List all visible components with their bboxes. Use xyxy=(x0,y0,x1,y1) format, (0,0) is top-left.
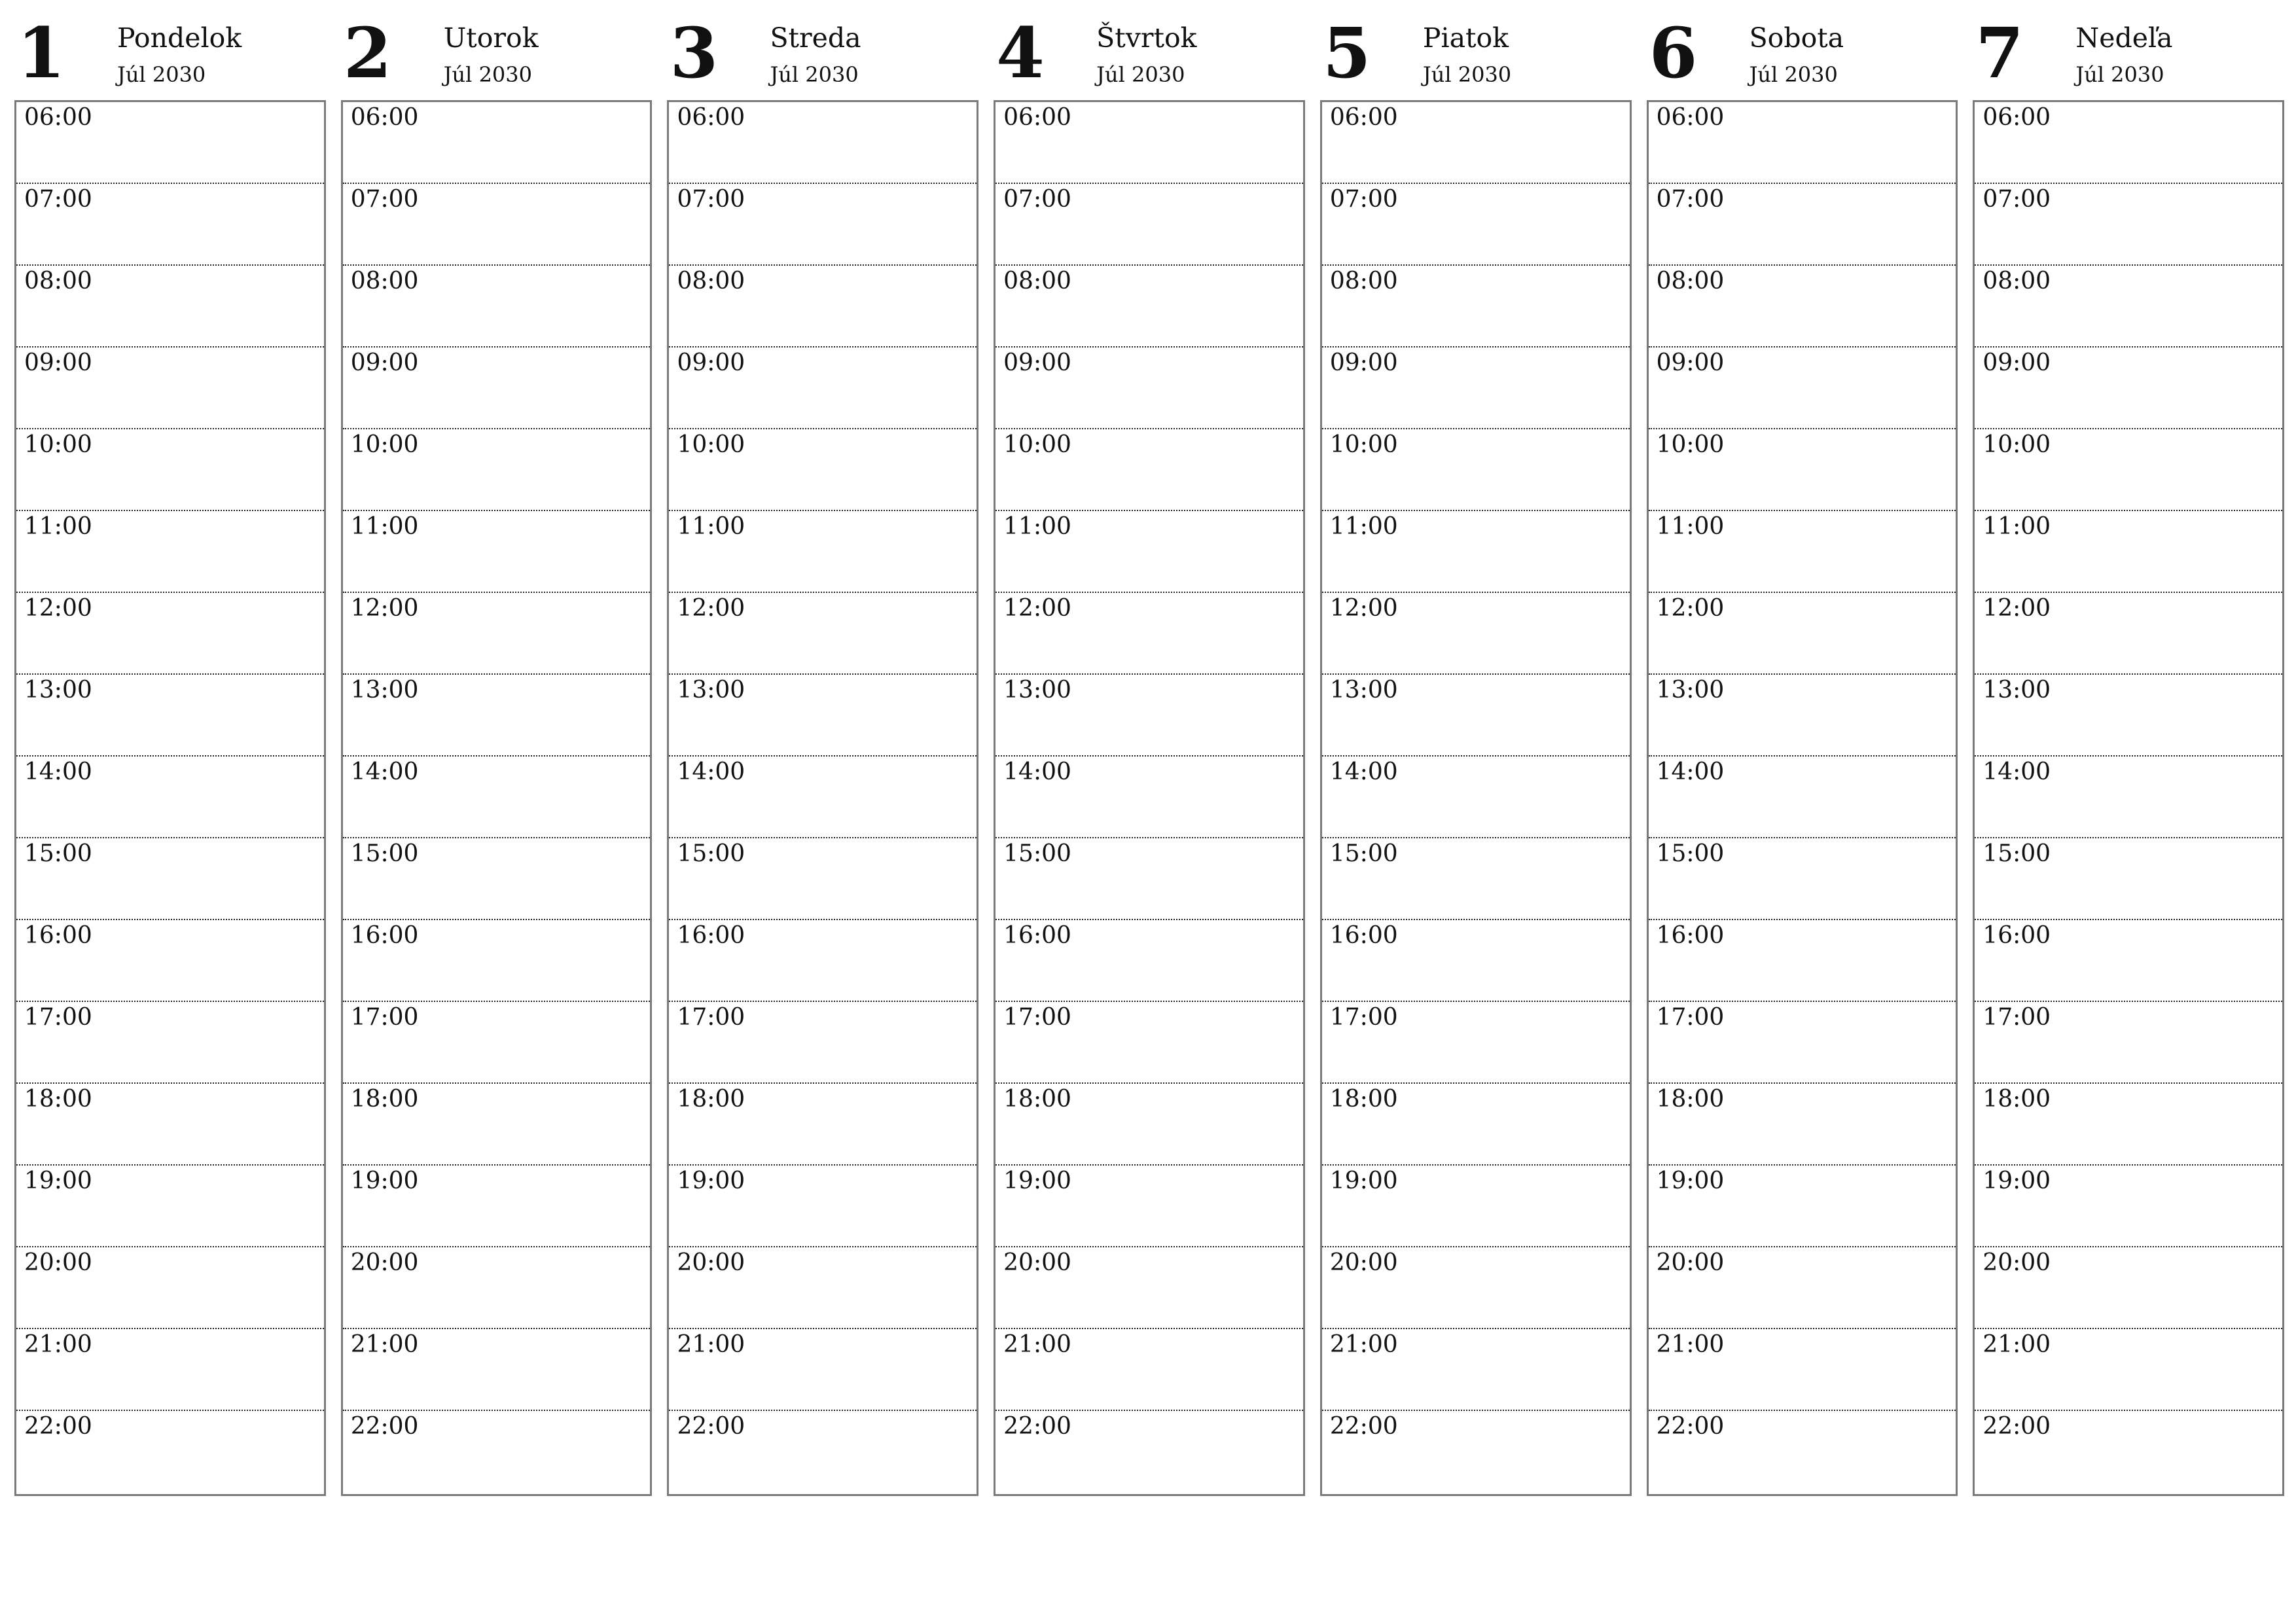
time-label: 19:00 xyxy=(1656,1168,1725,1194)
time-slot[interactable] xyxy=(343,838,651,920)
time-slot[interactable] xyxy=(1322,184,1630,266)
day-schedule-box xyxy=(14,100,326,1496)
time-label: 16:00 xyxy=(677,922,745,949)
time-label: 12:00 xyxy=(350,595,419,622)
time-slot[interactable] xyxy=(1975,1247,2282,1329)
time-slot[interactable] xyxy=(669,675,977,757)
time-slot[interactable] xyxy=(996,102,1303,184)
time-slot[interactable] xyxy=(1649,757,1956,838)
time-slot[interactable] xyxy=(1975,348,2282,429)
time-slot[interactable] xyxy=(1975,757,2282,838)
time-slot[interactable] xyxy=(1975,1002,2282,1084)
time-label: 20:00 xyxy=(350,1249,419,1276)
time-label: 18:00 xyxy=(1003,1086,1071,1113)
time-slot[interactable] xyxy=(669,1002,977,1084)
weekly-planner xyxy=(14,0,2284,1499)
time-label: 07:00 xyxy=(677,186,745,213)
time-slot[interactable] xyxy=(1649,429,1956,511)
time-slot[interactable] xyxy=(1649,593,1956,675)
time-slot[interactable] xyxy=(343,102,651,184)
time-slot[interactable] xyxy=(1649,1329,1956,1411)
time-label: 15:00 xyxy=(677,840,745,867)
time-slot[interactable] xyxy=(669,1166,977,1247)
time-slot[interactable] xyxy=(343,1411,651,1494)
time-label: 14:00 xyxy=(1329,758,1398,785)
day-column xyxy=(341,0,653,1499)
time-label: 17:00 xyxy=(1003,1004,1071,1031)
time-slot[interactable] xyxy=(669,920,977,1002)
time-label: 14:00 xyxy=(350,758,419,785)
time-slot[interactable] xyxy=(996,1247,1303,1329)
time-slot[interactable] xyxy=(1649,1084,1956,1166)
time-label: 22:00 xyxy=(350,1413,419,1440)
day-month: Júl 2030 xyxy=(117,62,206,87)
time-slot[interactable] xyxy=(16,1084,324,1166)
time-slot[interactable] xyxy=(1322,1084,1630,1166)
time-slot[interactable] xyxy=(996,429,1303,511)
day-schedule-box xyxy=(1973,100,2284,1496)
time-label: 12:00 xyxy=(1656,595,1725,622)
time-label: 07:00 xyxy=(350,186,419,213)
time-label: 11:00 xyxy=(1982,513,2051,540)
time-slot[interactable] xyxy=(343,184,651,266)
time-label: 22:00 xyxy=(1982,1413,2051,1440)
time-label: 11:00 xyxy=(1003,513,1071,540)
day-column xyxy=(667,0,978,1499)
day-name: Streda xyxy=(770,22,861,54)
time-label: 19:00 xyxy=(1329,1168,1398,1194)
time-label: 15:00 xyxy=(350,840,419,867)
time-label: 21:00 xyxy=(1329,1331,1398,1358)
time-label: 07:00 xyxy=(1003,186,1071,213)
day-column xyxy=(1973,0,2284,1499)
time-slot[interactable] xyxy=(16,184,324,266)
time-label: 11:00 xyxy=(1329,513,1398,540)
time-label: 07:00 xyxy=(1656,186,1725,213)
time-label: 09:00 xyxy=(24,349,92,376)
time-slot[interactable] xyxy=(1649,266,1956,348)
time-label: 09:00 xyxy=(350,349,419,376)
time-label: 22:00 xyxy=(677,1413,745,1440)
time-label: 13:00 xyxy=(1329,677,1398,704)
time-label: 10:00 xyxy=(350,431,419,458)
time-slot[interactable] xyxy=(1649,1166,1956,1247)
time-label: 15:00 xyxy=(1982,840,2051,867)
time-slot[interactable] xyxy=(16,1166,324,1247)
time-slot[interactable] xyxy=(343,757,651,838)
time-slot[interactable] xyxy=(669,1329,977,1411)
time-slot[interactable] xyxy=(1649,838,1956,920)
time-label: 06:00 xyxy=(1003,104,1071,131)
time-label: 20:00 xyxy=(1656,1249,1725,1276)
day-month: Júl 2030 xyxy=(1749,62,1838,87)
day-column xyxy=(14,0,326,1499)
time-label: 16:00 xyxy=(1982,922,2051,949)
time-slot[interactable] xyxy=(16,429,324,511)
time-label: 12:00 xyxy=(24,595,92,622)
time-slot[interactable] xyxy=(1649,184,1956,266)
time-label: 18:00 xyxy=(1656,1086,1725,1113)
time-slot[interactable] xyxy=(996,920,1303,1002)
time-slot[interactable] xyxy=(669,593,977,675)
time-label: 08:00 xyxy=(350,268,419,294)
time-slot[interactable] xyxy=(343,429,651,511)
time-slot[interactable] xyxy=(343,920,651,1002)
day-name: Štvrtok xyxy=(1096,22,1197,54)
time-slot[interactable] xyxy=(1322,675,1630,757)
time-label: 19:00 xyxy=(24,1168,92,1194)
day-month: Júl 2030 xyxy=(2075,62,2164,87)
time-slot[interactable] xyxy=(996,1002,1303,1084)
time-slot[interactable] xyxy=(996,838,1303,920)
time-slot[interactable] xyxy=(1322,511,1630,593)
time-slot[interactable] xyxy=(1649,1411,1956,1494)
time-slot[interactable] xyxy=(996,1411,1303,1494)
day-month: Júl 2030 xyxy=(443,62,532,87)
day-header xyxy=(1973,0,2284,100)
time-label: 14:00 xyxy=(677,758,745,785)
time-label: 22:00 xyxy=(24,1413,92,1440)
time-slot[interactable] xyxy=(343,1247,651,1329)
time-label: 22:00 xyxy=(1329,1413,1398,1440)
time-slot[interactable] xyxy=(1322,1411,1630,1494)
day-header xyxy=(994,0,1305,100)
time-slot[interactable] xyxy=(1322,593,1630,675)
time-slot[interactable] xyxy=(16,675,324,757)
time-slot[interactable] xyxy=(343,1084,651,1166)
time-slot[interactable] xyxy=(669,838,977,920)
time-label: 18:00 xyxy=(1329,1086,1398,1113)
time-slot[interactable] xyxy=(996,266,1303,348)
day-number: 2 xyxy=(343,12,392,94)
day-name: Utorok xyxy=(443,22,539,54)
time-slot[interactable] xyxy=(669,757,977,838)
time-slot[interactable] xyxy=(996,1329,1303,1411)
time-label: 19:00 xyxy=(1982,1168,2051,1194)
time-slot[interactable] xyxy=(16,1002,324,1084)
time-label: 16:00 xyxy=(350,922,419,949)
day-number: 3 xyxy=(670,12,719,94)
day-number: 7 xyxy=(1975,12,2024,94)
time-slot[interactable] xyxy=(1975,920,2282,1002)
day-month: Júl 2030 xyxy=(770,62,859,87)
time-slot[interactable] xyxy=(1322,102,1630,184)
time-label: 22:00 xyxy=(1003,1413,1071,1440)
day-number: 4 xyxy=(996,12,1045,94)
day-header xyxy=(1647,0,1958,100)
time-slot[interactable] xyxy=(1975,184,2282,266)
time-label: 21:00 xyxy=(1003,1331,1071,1358)
time-slot[interactable] xyxy=(1975,838,2282,920)
time-slot[interactable] xyxy=(343,1002,651,1084)
time-label: 11:00 xyxy=(350,513,419,540)
time-label: 21:00 xyxy=(1982,1331,2051,1358)
time-slot[interactable] xyxy=(1322,348,1630,429)
day-schedule-box xyxy=(994,100,1305,1496)
time-label: 06:00 xyxy=(24,104,92,131)
time-label: 15:00 xyxy=(24,840,92,867)
time-slot[interactable] xyxy=(1975,593,2282,675)
day-header xyxy=(341,0,653,100)
time-label: 16:00 xyxy=(1003,922,1071,949)
time-label: 14:00 xyxy=(1003,758,1071,785)
time-label: 10:00 xyxy=(1003,431,1071,458)
time-label: 13:00 xyxy=(677,677,745,704)
day-schedule-box xyxy=(1647,100,1958,1496)
time-label: 17:00 xyxy=(677,1004,745,1031)
day-header xyxy=(1320,0,1632,100)
time-label: 07:00 xyxy=(1982,186,2051,213)
time-label: 16:00 xyxy=(1656,922,1725,949)
day-month: Júl 2030 xyxy=(1096,62,1185,87)
time-label: 14:00 xyxy=(1982,758,2051,785)
time-label: 10:00 xyxy=(24,431,92,458)
day-column xyxy=(994,0,1305,1499)
time-slot[interactable] xyxy=(343,348,651,429)
time-slot[interactable] xyxy=(1322,757,1630,838)
day-schedule-box xyxy=(341,100,653,1496)
time-slot[interactable] xyxy=(343,266,651,348)
time-label: 15:00 xyxy=(1329,840,1398,867)
time-slot[interactable] xyxy=(669,1411,977,1494)
time-slot[interactable] xyxy=(669,429,977,511)
time-slot[interactable] xyxy=(1649,102,1956,184)
time-slot[interactable] xyxy=(1322,920,1630,1002)
time-label: 20:00 xyxy=(24,1249,92,1276)
time-label: 06:00 xyxy=(677,104,745,131)
time-label: 09:00 xyxy=(1329,349,1398,376)
time-label: 09:00 xyxy=(677,349,745,376)
time-label: 08:00 xyxy=(677,268,745,294)
time-label: 22:00 xyxy=(1656,1413,1725,1440)
time-slot[interactable] xyxy=(996,1166,1303,1247)
time-label: 09:00 xyxy=(1982,349,2051,376)
time-label: 17:00 xyxy=(1329,1004,1398,1031)
day-column xyxy=(1647,0,1958,1499)
time-label: 18:00 xyxy=(1982,1086,2051,1113)
time-slot[interactable] xyxy=(996,348,1303,429)
time-label: 11:00 xyxy=(677,513,745,540)
time-slot[interactable] xyxy=(1975,102,2282,184)
time-slot[interactable] xyxy=(1975,511,2282,593)
time-label: 08:00 xyxy=(1656,268,1725,294)
time-label: 09:00 xyxy=(1656,349,1725,376)
time-label: 07:00 xyxy=(24,186,92,213)
time-label: 21:00 xyxy=(350,1331,419,1358)
time-slot[interactable] xyxy=(16,102,324,184)
time-slot[interactable] xyxy=(1975,675,2282,757)
time-slot[interactable] xyxy=(1975,1166,2282,1247)
time-slot[interactable] xyxy=(1975,1329,2282,1411)
time-slot[interactable] xyxy=(669,511,977,593)
time-slot[interactable] xyxy=(669,348,977,429)
time-label: 12:00 xyxy=(1982,595,2051,622)
day-schedule-box xyxy=(1320,100,1632,1496)
time-label: 06:00 xyxy=(350,104,419,131)
day-number: 6 xyxy=(1649,12,1698,94)
time-label: 13:00 xyxy=(24,677,92,704)
day-name: Piatok xyxy=(1422,22,1509,54)
time-label: 06:00 xyxy=(1329,104,1398,131)
time-label: 13:00 xyxy=(350,677,419,704)
day-number: 5 xyxy=(1322,12,1371,94)
time-label: 20:00 xyxy=(1329,1249,1398,1276)
time-label: 17:00 xyxy=(24,1004,92,1031)
time-slot[interactable] xyxy=(16,838,324,920)
time-label: 20:00 xyxy=(1982,1249,2051,1276)
time-label: 18:00 xyxy=(677,1086,745,1113)
time-slot[interactable] xyxy=(996,511,1303,593)
time-label: 09:00 xyxy=(1003,349,1071,376)
time-label: 13:00 xyxy=(1003,677,1071,704)
time-label: 10:00 xyxy=(1329,431,1398,458)
time-label: 21:00 xyxy=(677,1331,745,1358)
day-name: Sobota xyxy=(1749,22,1844,54)
time-slot[interactable] xyxy=(996,184,1303,266)
time-slot[interactable] xyxy=(669,1247,977,1329)
time-slot[interactable] xyxy=(16,511,324,593)
time-slot[interactable] xyxy=(1322,1166,1630,1247)
time-slot[interactable] xyxy=(996,675,1303,757)
time-slot[interactable] xyxy=(16,1247,324,1329)
time-slot[interactable] xyxy=(1975,1084,2282,1166)
day-name: Pondelok xyxy=(117,22,242,54)
time-slot[interactable] xyxy=(1322,838,1630,920)
time-slot[interactable] xyxy=(16,593,324,675)
time-label: 15:00 xyxy=(1656,840,1725,867)
time-label: 20:00 xyxy=(677,1249,745,1276)
time-label: 19:00 xyxy=(350,1168,419,1194)
time-label: 06:00 xyxy=(1656,104,1725,131)
time-slot[interactable] xyxy=(996,593,1303,675)
time-label: 19:00 xyxy=(1003,1168,1071,1194)
time-slot[interactable] xyxy=(1975,429,2282,511)
time-label: 11:00 xyxy=(24,513,92,540)
time-slot[interactable] xyxy=(996,757,1303,838)
time-slot[interactable] xyxy=(1649,1002,1956,1084)
time-slot[interactable] xyxy=(343,1329,651,1411)
day-header xyxy=(14,0,326,100)
time-slot[interactable] xyxy=(343,511,651,593)
time-label: 20:00 xyxy=(1003,1249,1071,1276)
time-label: 06:00 xyxy=(1982,104,2051,131)
time-slot[interactable] xyxy=(1649,1247,1956,1329)
day-schedule-box xyxy=(667,100,978,1496)
time-slot[interactable] xyxy=(669,102,977,184)
time-label: 13:00 xyxy=(1982,677,2051,704)
time-slot[interactable] xyxy=(1322,266,1630,348)
time-label: 18:00 xyxy=(350,1086,419,1113)
time-label: 12:00 xyxy=(1329,595,1398,622)
time-label: 07:00 xyxy=(1329,186,1398,213)
time-slot[interactable] xyxy=(343,1166,651,1247)
time-slot[interactable] xyxy=(1975,266,2282,348)
time-label: 15:00 xyxy=(1003,840,1071,867)
time-slot[interactable] xyxy=(996,1084,1303,1166)
time-label: 18:00 xyxy=(24,1086,92,1113)
time-slot[interactable] xyxy=(343,675,651,757)
time-label: 08:00 xyxy=(1003,268,1071,294)
time-label: 11:00 xyxy=(1656,513,1725,540)
time-label: 10:00 xyxy=(1656,431,1725,458)
time-slot[interactable] xyxy=(1975,1411,2282,1494)
time-slot[interactable] xyxy=(1649,511,1956,593)
time-label: 10:00 xyxy=(677,431,745,458)
time-slot[interactable] xyxy=(1322,1329,1630,1411)
time-label: 19:00 xyxy=(677,1168,745,1194)
time-label: 10:00 xyxy=(1982,431,2051,458)
time-label: 17:00 xyxy=(1656,1004,1725,1031)
time-slot[interactable] xyxy=(669,266,977,348)
time-label: 12:00 xyxy=(677,595,745,622)
time-slot[interactable] xyxy=(16,757,324,838)
time-label: 21:00 xyxy=(24,1331,92,1358)
day-column xyxy=(1320,0,1632,1499)
time-slot[interactable] xyxy=(1649,675,1956,757)
time-label: 14:00 xyxy=(1656,758,1725,785)
time-slot[interactable] xyxy=(669,184,977,266)
time-label: 17:00 xyxy=(350,1004,419,1031)
time-label: 17:00 xyxy=(1982,1004,2051,1031)
time-label: 12:00 xyxy=(1003,595,1071,622)
time-label: 13:00 xyxy=(1656,677,1725,704)
time-slot[interactable] xyxy=(1322,1247,1630,1329)
time-label: 21:00 xyxy=(1656,1331,1725,1358)
day-header xyxy=(667,0,978,100)
time-label: 08:00 xyxy=(1329,268,1398,294)
time-label: 14:00 xyxy=(24,758,92,785)
time-slot[interactable] xyxy=(16,1411,324,1494)
day-name: Nedeľa xyxy=(2075,22,2173,54)
time-slot[interactable] xyxy=(16,920,324,1002)
time-slot[interactable] xyxy=(669,1084,977,1166)
time-label: 16:00 xyxy=(1329,922,1398,949)
time-label: 08:00 xyxy=(24,268,92,294)
time-slot[interactable] xyxy=(1322,429,1630,511)
time-slot[interactable] xyxy=(16,1329,324,1411)
time-slot[interactable] xyxy=(16,266,324,348)
time-label: 08:00 xyxy=(1982,268,2051,294)
day-number: 1 xyxy=(17,12,65,94)
time-slot[interactable] xyxy=(16,348,324,429)
time-label: 16:00 xyxy=(24,922,92,949)
time-slot[interactable] xyxy=(1649,920,1956,1002)
time-slot[interactable] xyxy=(1322,1002,1630,1084)
time-slot[interactable] xyxy=(1649,348,1956,429)
day-month: Júl 2030 xyxy=(1422,62,1512,87)
time-slot[interactable] xyxy=(343,593,651,675)
